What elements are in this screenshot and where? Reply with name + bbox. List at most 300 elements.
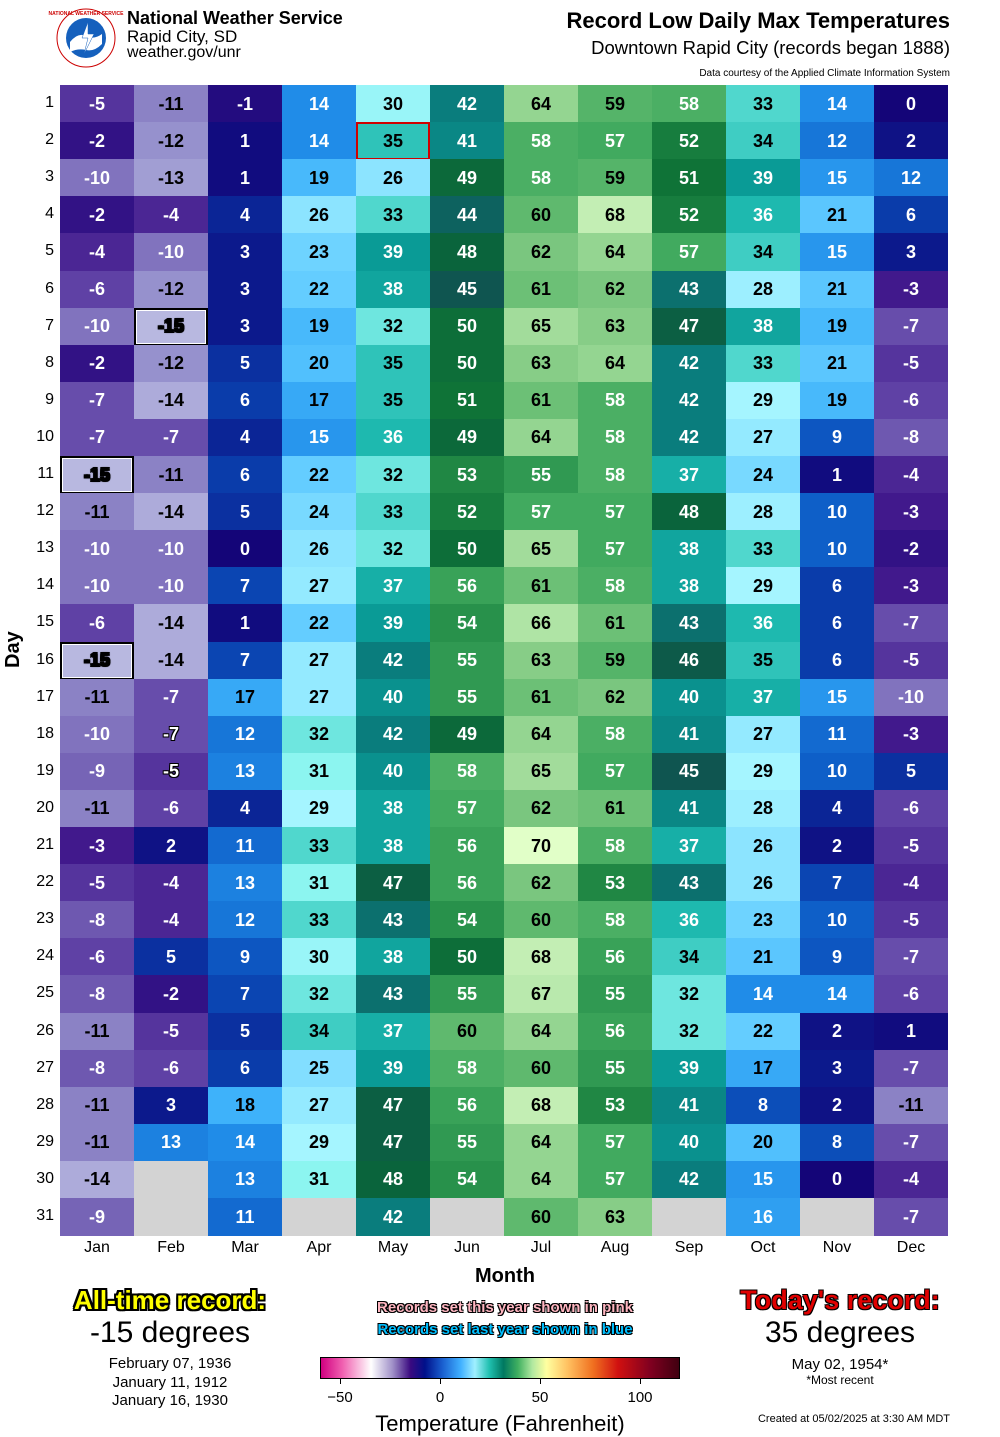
cell-value: -2 (162, 983, 179, 1004)
cell-value: 68 (604, 204, 626, 225)
heatmap-cell (652, 1087, 726, 1125)
cell-value: -2 (88, 353, 105, 374)
cell-value: -4 (902, 464, 919, 485)
heatmap-cell (208, 419, 282, 457)
cell-value: -9 (88, 761, 105, 782)
heatmap-cell (578, 530, 652, 568)
cell-value: 9 (831, 427, 842, 448)
heatmap-cell (874, 159, 948, 197)
cell-value: 1 (831, 464, 842, 485)
day-tick-label: 4 (45, 205, 54, 223)
cell-value: 53 (604, 1095, 626, 1116)
cell-value: 5 (239, 1021, 250, 1041)
heatmap-cell (800, 456, 874, 494)
cell-value: -6 (902, 390, 919, 411)
heatmap-cell (208, 716, 282, 754)
heatmap-cell (800, 382, 874, 420)
cell-value: -11 (84, 1132, 110, 1153)
heatmap-cell (134, 456, 208, 494)
heatmap-cell (282, 938, 356, 976)
heatmap-cell (726, 159, 800, 197)
heatmap-cell (874, 642, 948, 680)
heatmap-cell (134, 864, 208, 902)
month-tick-label: Jun (454, 1239, 480, 1257)
cell-value: 28 (752, 501, 774, 522)
cell-value: 18 (234, 1095, 256, 1116)
heatmap-cell (60, 159, 134, 197)
cell-value: 36 (752, 204, 774, 225)
cell-value: 57 (604, 1169, 626, 1190)
heatmap-cell (874, 382, 948, 420)
heatmap-cell (652, 679, 726, 717)
heatmap-cell (356, 790, 430, 828)
heatmap-cell (208, 1198, 282, 1236)
heatmap-cell (356, 1161, 430, 1199)
heatmap-cell (208, 85, 282, 123)
heatmap-cell (208, 271, 282, 309)
month-tick-label: Feb (157, 1239, 185, 1257)
heatmap-cell (356, 419, 430, 457)
heatmap-cell (726, 493, 800, 531)
cell-value: 56 (456, 575, 478, 596)
heatmap-cell (356, 753, 430, 791)
cell-value: 55 (604, 983, 626, 1004)
heatmap-cell (726, 382, 800, 420)
cell-value: 22 (752, 1021, 774, 1041)
month-tick-label: May (377, 1239, 409, 1257)
month-tick-label: Mar (231, 1239, 259, 1257)
cell-value: 37 (382, 575, 404, 596)
cell-value: 45 (456, 279, 478, 299)
heatmap-cell (356, 493, 430, 531)
cell-value: 40 (382, 761, 404, 782)
month-tick-label: Sep (674, 1239, 704, 1257)
heatmap-cell (726, 1087, 800, 1125)
heatmap-cell (652, 1013, 726, 1051)
cell-value: -14 (157, 612, 184, 633)
cell-value: 3 (239, 241, 250, 262)
cell-value: 57 (678, 241, 700, 262)
heatmap-cell (430, 530, 504, 568)
heatmap-cell (60, 85, 134, 123)
heatmap-cell (874, 1161, 948, 1199)
cell-value: 10 (826, 909, 848, 930)
heatmap-cell (134, 716, 208, 754)
heatmap-cell (430, 901, 504, 939)
heatmap-cell (726, 456, 800, 494)
cell-value: 61 (530, 390, 552, 411)
heatmap-cell (504, 604, 578, 642)
cell-value: 48 (456, 241, 478, 262)
heatmap-cell (726, 790, 800, 828)
heatmap-cell (874, 827, 948, 865)
heatmap-cell (356, 1087, 430, 1125)
day-tick-label: 26 (36, 1021, 54, 1039)
heatmap-cell (134, 196, 208, 234)
cell-value: 38 (382, 798, 404, 819)
heatmap-cell (356, 308, 430, 346)
heatmap-cell (652, 975, 726, 1013)
heatmap-cell (726, 827, 800, 865)
cell-value: 62 (604, 687, 626, 708)
heatmap-cell (874, 864, 948, 902)
cell-value: 56 (456, 1095, 478, 1116)
cell-value: 11 (827, 724, 847, 745)
heatmap-cell (430, 308, 504, 346)
day-tick-label: 12 (36, 502, 54, 520)
all-time-record-date: January 16, 1930 (112, 1392, 228, 1409)
cell-value: 64 (530, 1021, 552, 1041)
cell-value: 64 (530, 724, 552, 745)
cell-value: 21 (826, 204, 848, 225)
colorbar-tick (540, 1379, 541, 1384)
cell-value: -7 (162, 724, 179, 745)
cell-value: -11 (898, 1095, 924, 1116)
cell-value: 12 (826, 130, 848, 151)
heatmap-cell (874, 1124, 948, 1162)
cell-value: 41 (678, 1095, 700, 1116)
heatmap-cell (874, 122, 948, 160)
cell-value: 49 (456, 724, 478, 745)
day-tick-label: 9 (45, 390, 54, 408)
colorbar-tick (640, 1379, 641, 1384)
all-time-record-date: January 11, 1912 (112, 1374, 228, 1391)
heatmap-cell (356, 233, 430, 271)
cell-value: -7 (88, 427, 105, 448)
cell-value: 35 (382, 353, 404, 374)
cell-value: 65 (530, 761, 552, 782)
day-tick-label: 31 (36, 1207, 54, 1224)
heatmap-cell (504, 159, 578, 197)
heatmap-cell (60, 642, 134, 680)
cell-value: 1 (239, 167, 250, 188)
cell-value: -7 (902, 1058, 919, 1079)
cell-value: -6 (162, 798, 179, 819)
cell-value: -11 (84, 1095, 110, 1116)
heatmap-cell (800, 642, 874, 680)
month-tick-label: Nov (822, 1239, 852, 1257)
day-tick-label: 2 (45, 131, 54, 149)
heatmap-cell (134, 530, 208, 568)
heatmap-cell (800, 122, 874, 160)
heatmap-cell (282, 1013, 356, 1051)
cell-value: 21 (752, 946, 774, 967)
heatmap-cell (60, 790, 134, 828)
heatmap-cell (208, 604, 282, 642)
heatmap-cell (134, 790, 208, 828)
heatmap-cell (282, 827, 356, 865)
heatmap-cell (60, 604, 134, 642)
heatmap-cell (208, 122, 282, 160)
cell-value: 42 (678, 353, 700, 374)
heatmap-cell (726, 975, 800, 1013)
cell-value: 3 (239, 279, 250, 299)
cell-value: 12 (234, 724, 256, 745)
heatmap-cell (356, 864, 430, 902)
cell-value: 36 (382, 427, 404, 448)
cell-value: 44 (456, 204, 478, 225)
cell-value: -3 (902, 575, 919, 596)
note-this-year: Records set this year shown in pink (377, 1299, 633, 1316)
cell-value: 51 (678, 167, 700, 188)
heatmap-cell (356, 345, 430, 383)
cell-value: 47 (678, 316, 700, 337)
cell-value: -5 (902, 909, 919, 930)
heatmap-cell (134, 567, 208, 605)
cell-value: 8 (757, 1095, 768, 1116)
heatmap-cell (504, 85, 578, 123)
heatmap-cell (726, 1161, 800, 1199)
heatmap-cell (874, 419, 948, 457)
heatmap-cell (726, 1124, 800, 1162)
cell-value: 50 (456, 538, 478, 559)
cell-value: -3 (902, 501, 919, 522)
cell-value: -15 (157, 316, 184, 337)
cell-value: -10 (83, 167, 110, 188)
cell-value: 3 (239, 316, 250, 337)
cell-value: -8 (88, 983, 105, 1004)
heatmap-cell (504, 679, 578, 717)
heatmap-cell (282, 1161, 356, 1199)
heatmap-cell (726, 345, 800, 383)
heatmap-cell (430, 567, 504, 605)
cell-value: -2 (902, 538, 919, 559)
cell-value: 58 (604, 427, 626, 448)
cell-value: 38 (678, 538, 700, 559)
heatmap-cell (430, 1198, 504, 1236)
cell-value: 33 (752, 538, 774, 559)
heatmap-cell (874, 1050, 948, 1088)
cell-value: 21 (826, 353, 848, 374)
cell-value: 35 (752, 650, 774, 670)
cell-value: 4 (239, 204, 250, 225)
heatmap-cell (874, 716, 948, 754)
heatmap-cell (356, 85, 430, 123)
cell-value: 30 (382, 93, 404, 114)
heatmap-cell (282, 382, 356, 420)
heatmap-cell (356, 938, 430, 976)
heatmap-cell (282, 271, 356, 309)
heatmap-cell (60, 827, 134, 865)
heatmap-cell (134, 85, 208, 123)
heatmap-cell (726, 679, 800, 717)
heatmap-cell (134, 938, 208, 976)
cell-value: 0 (831, 1169, 842, 1190)
heatmap-cell (726, 901, 800, 939)
cell-value: 3 (905, 241, 916, 262)
cell-value: 4 (239, 427, 250, 448)
heatmap-cell (282, 864, 356, 902)
cell-value: 58 (604, 575, 626, 596)
colorbar (320, 1357, 680, 1379)
cell-value: -2 (88, 204, 105, 225)
cell-value: -10 (83, 575, 110, 596)
cell-value: -4 (902, 872, 919, 893)
heatmap-cell (726, 85, 800, 123)
cell-value: 63 (604, 1206, 626, 1227)
cell-value: 48 (678, 501, 700, 522)
heatmap-cell (578, 790, 652, 828)
heatmap-cell (800, 679, 874, 717)
cell-value: -7 (902, 1132, 919, 1153)
cell-value: 37 (678, 835, 700, 856)
cell-value: 57 (604, 1132, 626, 1153)
cell-value: 5 (905, 761, 916, 782)
day-tick-label: 28 (36, 1095, 54, 1113)
cell-value: 56 (456, 872, 478, 893)
cell-value: 55 (604, 1058, 626, 1079)
cell-value: 32 (382, 464, 404, 485)
cell-value: -14 (157, 650, 184, 670)
cell-value: -5 (88, 872, 105, 893)
cell-value: -11 (84, 687, 110, 708)
heatmap-cell (874, 1087, 948, 1125)
cell-value: 34 (308, 1021, 330, 1041)
heatmap-cell (356, 716, 430, 754)
heatmap-cell (134, 122, 208, 160)
heatmap-cell (726, 864, 800, 902)
cell-value: 33 (308, 835, 330, 856)
heatmap-cell (726, 308, 800, 346)
day-tick-label: 24 (36, 947, 54, 965)
cell-value: -6 (88, 612, 105, 633)
heatmap-cell (800, 975, 874, 1013)
heatmap-cell (60, 1013, 134, 1051)
cell-value: -15 (83, 650, 110, 670)
cell-value: 2 (165, 835, 176, 856)
cell-value: 26 (752, 835, 774, 856)
heatmap-cell (356, 1124, 430, 1162)
heatmap-cell (208, 493, 282, 531)
heatmap-cell (356, 271, 430, 309)
cell-value: -10 (897, 687, 924, 708)
cell-value: -7 (902, 1206, 919, 1227)
heatmap-cell (800, 1050, 874, 1088)
cell-value: -6 (88, 279, 105, 299)
heatmap-cell (134, 642, 208, 680)
cell-value: 64 (530, 427, 552, 448)
day-tick-label: 13 (36, 539, 54, 557)
heatmap-cell (578, 1124, 652, 1162)
heatmap-cell (430, 1050, 504, 1088)
heatmap-cell (578, 716, 652, 754)
cell-value: 62 (530, 798, 552, 819)
heatmap-cell (800, 159, 874, 197)
cell-value: 14 (826, 983, 848, 1004)
cell-value: 50 (456, 946, 478, 967)
cell-value: 12 (234, 909, 256, 930)
heatmap-cell (208, 642, 282, 680)
cell-value: 47 (382, 1132, 404, 1153)
heatmap-cell (578, 196, 652, 234)
heatmap-cell (874, 604, 948, 642)
cell-value: 10 (826, 538, 848, 559)
heatmap-cell (60, 493, 134, 531)
cell-value: 0 (905, 93, 916, 114)
heatmap-cell (208, 345, 282, 383)
cell-value: -12 (157, 353, 184, 374)
cell-value: 56 (456, 835, 478, 856)
cell-value: 38 (382, 946, 404, 967)
cell-value: 27 (752, 724, 774, 745)
cell-value: 27 (308, 1095, 330, 1116)
heatmap-cell (874, 567, 948, 605)
heatmap-cell (430, 642, 504, 680)
month-tick-label: Dec (896, 1239, 926, 1257)
heatmap-cell (578, 864, 652, 902)
heatmap-cell (652, 790, 726, 828)
cell-value: 29 (752, 761, 774, 782)
cell-value: 6 (831, 612, 842, 633)
org-url[interactable]: weather.gov/unr (127, 44, 241, 61)
heatmap-cell (726, 233, 800, 271)
cell-value: 49 (456, 167, 478, 188)
cell-value: 15 (826, 167, 848, 188)
cell-value: -12 (157, 130, 184, 151)
cell-value: 24 (308, 501, 330, 522)
cell-value: 32 (382, 316, 404, 337)
heatmap-cell (134, 1013, 208, 1051)
heatmap-cell (134, 827, 208, 865)
cell-value: 52 (678, 130, 700, 151)
heatmap-cell (60, 753, 134, 791)
heatmap-cell (504, 1050, 578, 1088)
cell-value: 39 (382, 241, 404, 262)
cell-value: 62 (604, 279, 626, 299)
cell-value: 23 (752, 909, 774, 930)
month-tick-label: Aug (600, 1239, 630, 1257)
cell-value: 19 (826, 390, 848, 411)
cell-value: 27 (308, 650, 330, 670)
cell-value: 58 (530, 167, 552, 188)
heatmap-cell (578, 901, 652, 939)
cell-value: 21 (826, 279, 848, 299)
heatmap-cell (430, 1013, 504, 1051)
heatmap-cell (134, 308, 208, 346)
heatmap-cell (726, 642, 800, 680)
heatmap-cell (356, 1013, 430, 1051)
cell-value: -8 (902, 427, 919, 448)
cell-value: 61 (530, 687, 552, 708)
cell-value: 14 (308, 130, 330, 151)
cell-value: 40 (678, 1132, 700, 1153)
heatmap-cell (800, 1087, 874, 1125)
cell-value: 13 (234, 1169, 256, 1190)
cell-value: 58 (678, 93, 700, 114)
cell-value: 63 (604, 316, 626, 337)
cell-value: -4 (162, 204, 179, 225)
colorbar-tick (440, 1379, 441, 1384)
cell-value: -7 (902, 612, 919, 633)
heatmap-cell (60, 1161, 134, 1199)
cell-value: 56 (604, 946, 626, 967)
heatmap-cell (282, 308, 356, 346)
cell-value: -11 (84, 501, 110, 522)
heatmap-cell (356, 382, 430, 420)
cell-value: 55 (456, 1132, 478, 1153)
heatmap-cell (726, 196, 800, 234)
cell-value: 55 (456, 983, 478, 1004)
heatmap-cell (800, 864, 874, 902)
todays-record-note: *Most recent (806, 1373, 874, 1387)
heatmap-cell (578, 456, 652, 494)
cell-value: -11 (84, 1021, 110, 1041)
heatmap-cell (208, 382, 282, 420)
cell-value: 64 (604, 241, 626, 262)
cell-value: -5 (902, 650, 919, 670)
cell-value: 3 (831, 1058, 842, 1079)
org-name: National Weather Service (127, 8, 343, 28)
